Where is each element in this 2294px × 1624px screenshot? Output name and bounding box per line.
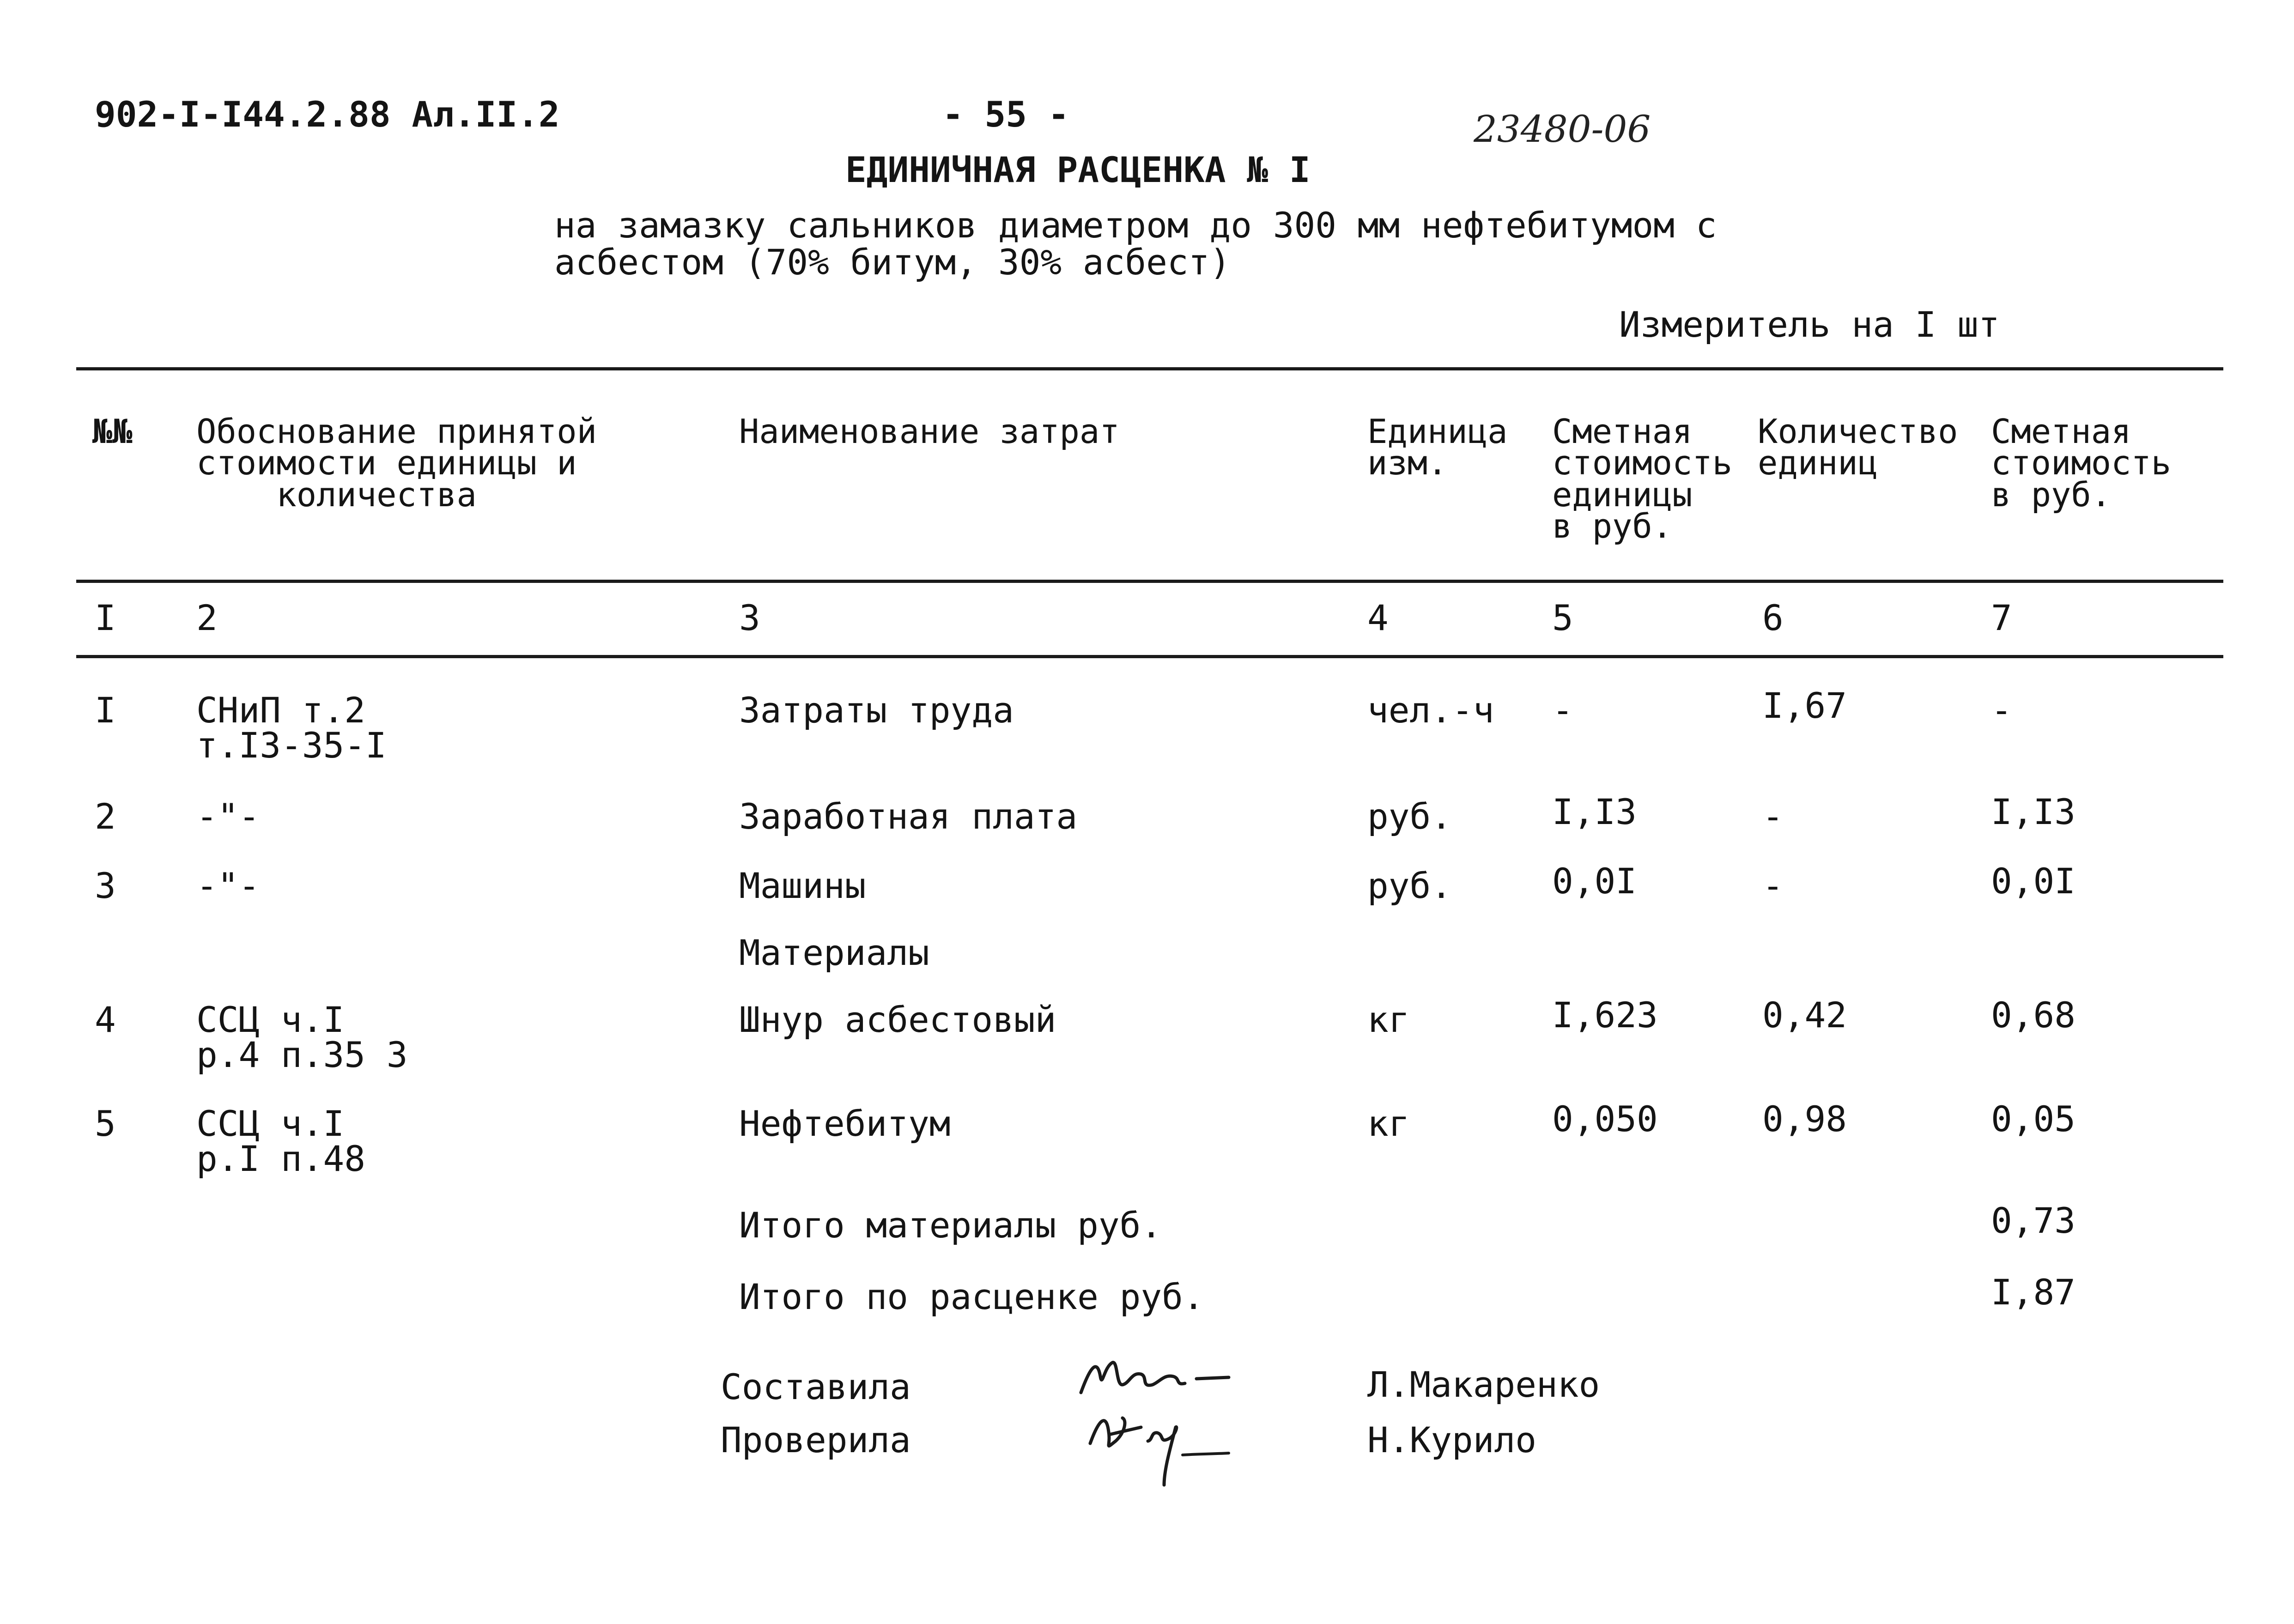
total-rate-value: I,87 <box>1991 1272 2076 1313</box>
header-col-name: Наименование затрат <box>739 412 1120 451</box>
row-total: 0,68 <box>1991 994 2076 1036</box>
materials-heading: Материалы <box>739 932 929 973</box>
document-subtitle-line1: на замазку сальников диаметром до 300 мм нефтебитумом с <box>554 205 1717 246</box>
row-basis: -"- <box>196 865 260 906</box>
signature-role: Проверила <box>721 1419 911 1460</box>
row-unit-cost: 0,0I <box>1552 860 1637 902</box>
document-code: 902-I-I44.2.88 Ал.II.2 <box>95 94 560 135</box>
row-number: 2 <box>95 796 116 837</box>
total-materials-value: 0,73 <box>1991 1200 2076 1241</box>
row-unit-cost: - <box>1552 690 1573 731</box>
handwritten-signature <box>1072 1400 1247 1492</box>
total-materials-label: Итого материалы руб. <box>739 1205 1162 1246</box>
row-quantity: - <box>1762 796 1784 837</box>
signature-name: Л.Макаренко <box>1367 1364 1600 1405</box>
header-col-total: Сметная стоимость в руб. <box>1991 412 2172 514</box>
row-cost-name: Затраты труда <box>739 690 1014 731</box>
page-number: - 55 - <box>942 94 1069 135</box>
header-col-unit: Единица изм. <box>1367 412 1508 483</box>
row-basis: ССЦ ч.I р.I п.48 <box>196 1103 366 1179</box>
measure-unit: Измеритель на I шт <box>1619 304 2000 345</box>
row-unit: кг <box>1367 999 1410 1040</box>
header-bottom-rule <box>76 580 2223 583</box>
row-total: I,I3 <box>1991 791 2076 832</box>
header-col-basis: Обоснование принятой стоимости единицы и количества <box>196 412 597 514</box>
signature-role: Составила <box>721 1366 911 1407</box>
row-quantity: I,67 <box>1762 685 1847 726</box>
column-number: 6 <box>1762 597 1784 638</box>
handwritten-signature <box>1072 1349 1247 1404</box>
row-unit: кг <box>1367 1103 1410 1144</box>
table-top-rule <box>76 367 2223 370</box>
row-quantity: 0,98 <box>1762 1098 1847 1139</box>
row-unit: руб. <box>1367 865 1452 906</box>
column-number: 4 <box>1367 597 1389 638</box>
row-number: 5 <box>95 1103 116 1144</box>
column-number: 7 <box>1991 597 2012 638</box>
column-number: I <box>95 597 116 638</box>
row-unit-cost: I,623 <box>1552 994 1658 1036</box>
signature-name: Н.Курило <box>1367 1419 1537 1460</box>
column-number: 5 <box>1552 597 1573 638</box>
row-unit-cost: 0,050 <box>1552 1098 1658 1139</box>
header-col-number: №№ <box>92 412 133 451</box>
header-col-unit-cost: Сметная стоимость единицы в руб. <box>1552 412 1733 546</box>
row-quantity: - <box>1762 865 1784 906</box>
row-unit: чел.-ч <box>1367 690 1494 731</box>
document-subtitle-line2: асбестом (70% битум, 30% асбест) <box>554 242 1231 283</box>
total-rate-label: Итого по расценке руб. <box>739 1276 1204 1317</box>
row-basis: ССЦ ч.I р.4 п.35 3 <box>196 999 408 1075</box>
row-unit: руб. <box>1367 796 1452 837</box>
col-number-rule <box>76 655 2223 658</box>
inventory-number: 23480-06 <box>1474 108 1651 151</box>
row-quantity: 0,42 <box>1762 994 1847 1036</box>
row-cost-name: Заработная плата <box>739 796 1078 837</box>
row-cost-name: Нефтебитум <box>739 1103 951 1144</box>
row-basis: -"- <box>196 796 260 837</box>
row-total: 0,0I <box>1991 860 2076 902</box>
row-number: 3 <box>95 865 116 906</box>
row-total: - <box>1991 690 2012 731</box>
row-cost-name: Шнур асбестовый <box>739 999 1056 1040</box>
column-number: 3 <box>739 597 760 638</box>
row-number: I <box>95 690 116 731</box>
row-number: 4 <box>95 999 116 1040</box>
column-number: 2 <box>196 597 218 638</box>
header-col-quantity: Количество единиц <box>1758 412 1958 483</box>
document-title: ЕДИНИЧНАЯ РАСЦЕНКА № I <box>845 149 1311 190</box>
row-cost-name: Машины <box>739 865 866 906</box>
row-total: 0,05 <box>1991 1098 2076 1139</box>
row-basis: СНиП т.2 т.I3-35-I <box>196 690 387 766</box>
row-unit-cost: I,I3 <box>1552 791 1637 832</box>
